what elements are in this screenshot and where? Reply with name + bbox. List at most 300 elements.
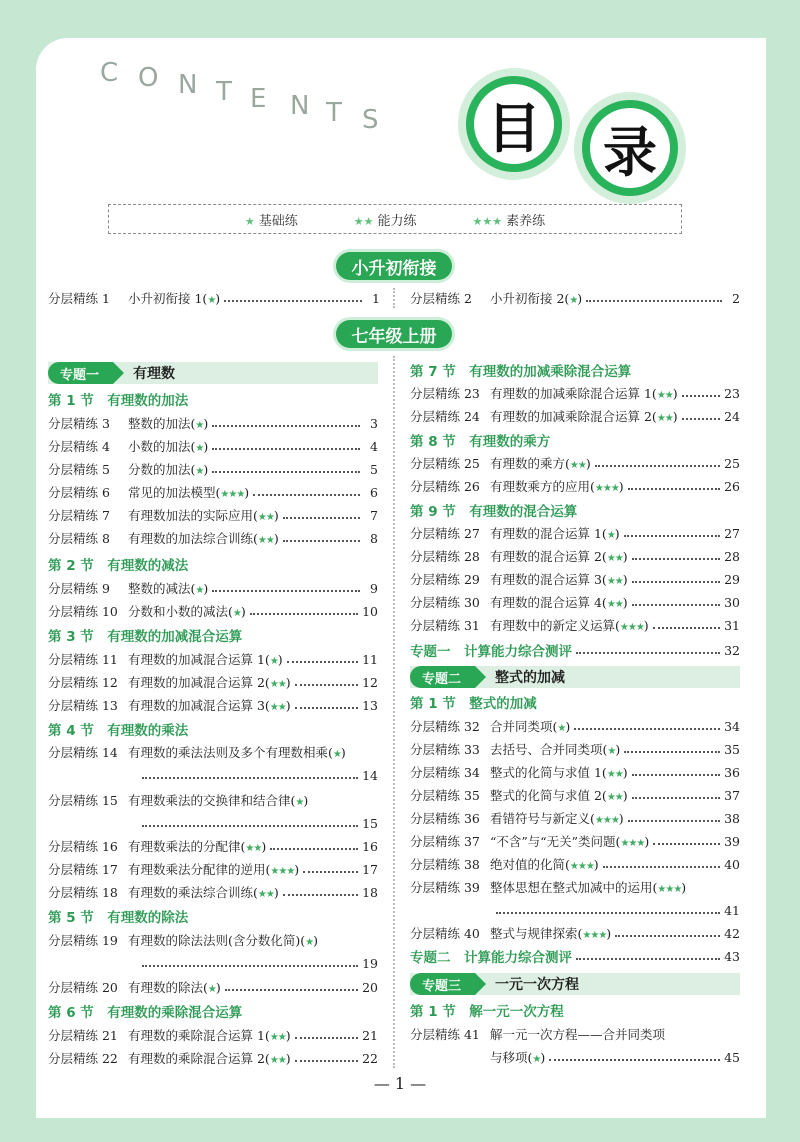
entry-number: 分层精练 18 (48, 885, 118, 900)
entry-title: 分数和小数的减法( (128, 604, 233, 619)
toc-entry-cont[interactable] (128, 813, 378, 833)
entry-page: 35 (724, 741, 740, 757)
entry-number: 分层精练 32 (410, 719, 480, 734)
entry-page: 37 (724, 787, 740, 803)
toc-entry[interactable] (48, 859, 378, 879)
entry-paren: ) (273, 885, 279, 900)
dot-leader (632, 604, 720, 606)
legend-label: 能力练 (377, 213, 417, 229)
entry-title: 有理数乘法分配律的逆用( (128, 862, 271, 877)
star-icon: ★★ (606, 576, 623, 587)
page-number: — 1 — (373, 1074, 427, 1093)
section-heading: 第 9 节 有理数的混合运算 (410, 504, 578, 520)
entry-page: 1 (372, 290, 380, 306)
entry-page: 6 (370, 484, 378, 500)
entry-title: 有理数的加减混合运算 1( (128, 652, 270, 667)
entry-paren: ) (273, 531, 279, 546)
contents-letter: C (100, 58, 119, 88)
toc-entry[interactable] (410, 831, 740, 851)
assessment-entry[interactable] (410, 946, 740, 966)
entry-number: 分层精练 37 (410, 834, 480, 849)
entry-page: 45 (724, 1049, 740, 1065)
star-icon: ★★★ (594, 815, 619, 826)
entry-title: 有理数的加法综合训练( (128, 531, 258, 546)
toc-entry[interactable] (410, 615, 740, 635)
contents-letter: N (290, 91, 310, 121)
section-heading: 第 5 节 有理数的除法 (48, 910, 189, 926)
star-icon: ★ (195, 466, 204, 477)
toc-entry[interactable] (48, 482, 378, 502)
dot-leader (574, 728, 720, 730)
star-icon: ★★★ (569, 861, 594, 872)
entry-title: 有理数的除法法则(含分数化简)( (128, 933, 306, 948)
dot-leader (142, 965, 358, 967)
entry-title: 有理数乘法的交换律和结合律( (128, 793, 296, 808)
contents-word (100, 58, 400, 138)
section-heading: 第 6 节 有理数的乘除混合运算 (48, 1005, 243, 1021)
entry-paren: ) (577, 291, 583, 306)
entry-page: 17 (362, 861, 378, 877)
entry-paren: ) (285, 1051, 291, 1066)
topic-name: 整式的加减 (495, 670, 566, 686)
toc-entry[interactable] (48, 649, 378, 669)
entry-page: 20 (362, 979, 378, 995)
entry-paren: ) (285, 1028, 291, 1043)
entry-title: 有理数的乘除混合运算 2( (128, 1051, 270, 1066)
toc-entry[interactable] (48, 578, 378, 598)
entry-title: 整数的加法( (128, 416, 196, 431)
dot-leader (212, 590, 360, 592)
entry-title: 整数的减法( (128, 581, 196, 596)
title-char: 录 (590, 108, 670, 188)
entry-title: 看错符号与新定义( (490, 811, 595, 826)
dot-leader (287, 661, 358, 663)
dot-leader (212, 425, 360, 427)
entry-number: 分层精练 10 (48, 604, 118, 619)
star-icon: ★★ (606, 599, 623, 610)
entry-paren: ) (618, 811, 624, 826)
contents-letter: S (362, 105, 379, 135)
entry-title: 小升初衔接 1( (128, 291, 208, 306)
topic-name: 有理数 (133, 366, 176, 382)
entry-page: 25 (724, 455, 740, 471)
entry-title: 有理数的乘方( (490, 456, 570, 471)
star-icon: ★★ (257, 512, 274, 523)
entry-page: 19 (362, 955, 378, 971)
entry-page: 2 (732, 290, 740, 306)
entry-paren: ) (215, 980, 221, 995)
toc-entry[interactable] (410, 854, 740, 874)
contents-letter: E (250, 84, 267, 114)
entry-paren: ) (273, 508, 279, 523)
entry-page: 16 (362, 838, 378, 854)
toc-entry[interactable] (48, 930, 378, 950)
toc-entry[interactable] (48, 672, 378, 692)
column-divider (393, 288, 395, 308)
dot-leader (576, 958, 720, 960)
entry-title: 有理数的混合运算 2( (490, 549, 607, 564)
toc-entry[interactable] (48, 436, 378, 456)
entry-paren: ) (203, 462, 209, 477)
dot-leader (628, 820, 720, 822)
toc-entry[interactable] (410, 406, 740, 426)
star-icon: ★ (606, 530, 615, 541)
entry-number: 分层精练 23 (410, 386, 480, 401)
difficulty-legend (108, 204, 682, 234)
entry-title: 有理数的混合运算 3( (490, 572, 607, 587)
entry-page: 15 (362, 815, 378, 831)
star-icon: ★ (269, 656, 278, 667)
section-heading: 第 7 节 有理数的加减乘除混合运算 (410, 364, 632, 380)
dot-leader (632, 581, 720, 583)
entry-paren: ) (593, 857, 599, 872)
entry-number: 分层精练 7 (48, 508, 110, 523)
entry-page: 40 (724, 856, 740, 872)
dot-leader (295, 1060, 358, 1062)
toc-entry[interactable] (48, 1025, 378, 1045)
entry-page: 12 (362, 674, 378, 690)
entry-page: 18 (362, 884, 378, 900)
dot-leader (283, 540, 360, 542)
entry-paren: ) (285, 698, 291, 713)
toc-entry[interactable] (48, 528, 378, 548)
entry-paren: ) (285, 675, 291, 690)
section-pill-grade: 七年级上册 (336, 320, 452, 348)
toc-entry[interactable] (410, 739, 740, 759)
entry-title: 有理数的混合运算 4( (490, 595, 607, 610)
entry-page: 34 (724, 718, 740, 734)
entry-title: 有理数的加减混合运算 3( (128, 698, 270, 713)
toc-entry[interactable] (410, 523, 740, 543)
star-icon: ★ (305, 937, 314, 948)
toc-entry[interactable] (48, 1048, 378, 1068)
star-icon: ★ (557, 723, 566, 734)
entry-number: 分层精练 31 (410, 618, 480, 633)
star-icon: ★ (207, 295, 216, 306)
entry-page: 26 (724, 478, 740, 494)
toc-entry[interactable] (410, 877, 740, 897)
entry-title: 整式与规律探索( (490, 926, 583, 941)
dot-leader (142, 825, 358, 827)
entry-title: 有理数的乘法综合训练( (128, 885, 258, 900)
entry-number: 分层精练 11 (48, 652, 118, 667)
entry-page: 28 (724, 548, 740, 564)
star-icon: ★★★ (594, 483, 619, 494)
entry-page: 30 (724, 594, 740, 610)
toc-entry[interactable] (48, 695, 378, 715)
entry-title: 有理数的加减乘除混合运算 2( (490, 409, 657, 424)
entry-number: 分层精练 4 (48, 439, 110, 454)
dot-leader (632, 558, 720, 560)
title-circle-mu (466, 76, 562, 172)
dot-leader (632, 774, 720, 776)
entry-page: 38 (724, 810, 740, 826)
entry-paren: ) (585, 456, 591, 471)
entry-page: 36 (724, 764, 740, 780)
entry-number: 分层精练 24 (410, 409, 480, 424)
legend-label: 基础练 (258, 213, 298, 229)
dot-leader (303, 871, 358, 873)
entry-title: 有理数的乘除混合运算 1( (128, 1028, 270, 1043)
star-icon: ★★ (656, 413, 673, 424)
toc-entry[interactable] (48, 977, 378, 997)
dot-leader (283, 517, 360, 519)
toc-entry[interactable] (410, 453, 740, 473)
dot-leader (295, 684, 358, 686)
entry-paren: ) (244, 485, 250, 500)
entry-number: 分层精练 35 (410, 788, 480, 803)
entry-paren: ) (622, 788, 628, 803)
entry-title: 有理数乘方的应用( (490, 479, 595, 494)
toc-entry[interactable] (410, 762, 740, 782)
entry-paren: ) (294, 862, 300, 877)
entry-number: 分层精练 13 (48, 698, 118, 713)
entry-paren: ) (277, 652, 283, 667)
entry-paren: ) (615, 742, 621, 757)
toc-entry[interactable] (48, 882, 378, 902)
toc-entry-cont[interactable] (490, 1047, 740, 1067)
star-icon: ★★★ (270, 866, 295, 877)
entry-title: 去括号、合并同类项( (490, 742, 608, 757)
entry-number: 分层精练 26 (410, 479, 480, 494)
dot-leader (224, 300, 362, 302)
dot-leader (595, 465, 720, 467)
entry-title: 与移项( (490, 1050, 533, 1065)
dot-leader (212, 471, 360, 473)
dot-leader (682, 395, 720, 397)
title-char: 目 (474, 84, 554, 164)
entry-number: 分层精练 22 (48, 1051, 118, 1066)
dot-leader (624, 751, 720, 753)
star-icon: ★ (295, 797, 304, 808)
toc-entry[interactable] (410, 785, 740, 805)
entry-number: 分层精练 29 (410, 572, 480, 587)
entry-title: 有理数中的新定义运算( (490, 618, 620, 633)
entry-page: 39 (724, 833, 740, 849)
dot-leader (225, 989, 358, 991)
dot-leader (142, 777, 358, 779)
entry-page: 7 (370, 507, 378, 523)
entry-number: 分层精练 12 (48, 675, 118, 690)
star-icon: ★★ (269, 1055, 286, 1066)
toc-entry[interactable] (410, 923, 740, 943)
toc-entry[interactable] (48, 459, 378, 479)
entry-paren: ) (614, 526, 620, 541)
entry-title: 合并同类项( (490, 719, 558, 734)
legend-literacy (473, 210, 546, 229)
entry-paren: ) (313, 933, 318, 948)
toc-entry[interactable] (48, 790, 378, 810)
entry-title: 有理数的加减乘除混合运算 1( (490, 386, 657, 401)
dot-leader (270, 848, 358, 850)
entry-number: 分层精练 39 (410, 880, 480, 895)
entry-paren: ) (672, 386, 678, 401)
toc-entry[interactable] (410, 476, 740, 496)
entry-title: 有理数的混合运算 1( (490, 526, 607, 541)
dot-leader (549, 1059, 720, 1061)
section-heading: 第 8 节 有理数的乘方 (410, 434, 551, 450)
dot-leader (603, 866, 720, 868)
contents-letter: T (326, 98, 342, 128)
entry-page: 3 (370, 415, 378, 431)
dot-leader (632, 797, 720, 799)
entry-page: 9 (370, 580, 378, 596)
entry-paren: ) (540, 1050, 546, 1065)
entry-number: 分层精练 1 (48, 291, 110, 306)
toc-entry-cont[interactable] (128, 953, 378, 973)
dot-leader (576, 652, 720, 654)
entry-page: 21 (362, 1027, 378, 1043)
entry-number: 分层精练 20 (48, 980, 118, 995)
entry-number: 分层精练 25 (410, 456, 480, 471)
column-divider (393, 356, 395, 1068)
toc-entry[interactable] (410, 383, 740, 403)
dot-leader (295, 1037, 358, 1039)
star-icon: ★★★ (657, 884, 682, 895)
title-circle-lu (582, 100, 678, 196)
section-heading: 第 1 节 有理数的加法 (48, 393, 189, 409)
topic-tag: 专题二 (410, 666, 475, 688)
assessment-title: 专题二 计算能力综合测评 (410, 950, 572, 966)
star-icon: ★ (232, 608, 241, 619)
entry-paren: ) (681, 880, 687, 895)
toc-entry[interactable] (410, 592, 740, 612)
star-icon: ★ (332, 749, 341, 760)
topic-tag: 专题三 (410, 973, 475, 995)
toc-entry[interactable] (410, 288, 740, 308)
toc-entry[interactable] (48, 288, 380, 308)
legend-basic (245, 210, 298, 229)
toc-entry-cont[interactable] (128, 765, 378, 785)
toc-entry[interactable] (410, 1024, 740, 1044)
star-icon: ★★★ (472, 214, 503, 228)
star-icon: ★★★ (582, 930, 607, 941)
dot-leader (653, 843, 720, 845)
entry-title: 有理数的除法( (128, 980, 208, 995)
topic-tag: 专题一 (48, 362, 113, 384)
toc-entry[interactable] (410, 808, 740, 828)
entry-page: 23 (724, 385, 740, 401)
entry-paren: ) (203, 581, 209, 596)
dot-leader (253, 494, 360, 496)
entry-page: 14 (362, 767, 378, 783)
entry-number: 分层精练 34 (410, 765, 480, 780)
entry-number: 分层精练 5 (48, 462, 110, 477)
toc-entry[interactable] (410, 716, 740, 736)
assessment-entry[interactable] (410, 640, 740, 660)
entry-paren: ) (622, 572, 628, 587)
entry-title: 有理数乘法的分配律( (128, 839, 246, 854)
dot-leader (212, 448, 360, 450)
topic-header (48, 362, 378, 384)
entry-title: 常见的加法模型( (128, 485, 221, 500)
section-heading: 第 1 节 整式的加减 (410, 696, 537, 712)
contents-letter: N (178, 70, 198, 100)
contents-letter: T (216, 77, 232, 107)
entry-number: 分层精练 36 (410, 811, 480, 826)
entry-number: 分层精练 28 (410, 549, 480, 564)
toc-entry-cont[interactable] (490, 900, 740, 920)
dot-leader (586, 300, 722, 302)
toc-entry[interactable] (410, 569, 740, 589)
section-heading: 第 2 节 有理数的减法 (48, 558, 189, 574)
entry-page: 27 (724, 525, 740, 541)
entry-paren: ) (672, 409, 678, 424)
entry-paren: ) (622, 549, 628, 564)
entry-page: 4 (370, 438, 378, 454)
contents-letter: O (138, 63, 159, 93)
star-icon: ★ (569, 295, 578, 306)
section-pill-bridge: 小升初衔接 (336, 252, 452, 280)
star-icon: ★★★ (620, 838, 645, 849)
entry-title: 分数的加法( (128, 462, 196, 477)
topic-header (410, 973, 740, 995)
entry-number: 分层精练 2 (410, 291, 472, 306)
star-icon: ★★★ (619, 622, 644, 633)
entry-number: 分层精练 14 (48, 745, 118, 760)
toc-entry[interactable] (48, 836, 378, 856)
toc-entry[interactable] (48, 505, 378, 525)
dot-leader (496, 912, 720, 914)
entry-title: 整式的化简与求值 1( (490, 765, 607, 780)
entry-page: 11 (362, 651, 378, 667)
star-icon: ★ (532, 1054, 541, 1065)
dot-leader (624, 535, 720, 537)
entry-title: 整式的化简与求值 2( (490, 788, 607, 803)
entry-paren: ) (203, 439, 209, 454)
entry-title: 有理数加法的实际应用( (128, 508, 258, 523)
star-icon: ★★★ (220, 489, 245, 500)
entry-page: 8 (370, 530, 378, 546)
entry-paren: ) (644, 834, 650, 849)
topic-header (410, 666, 740, 688)
legend-ability (354, 210, 417, 229)
toc-entry[interactable] (48, 742, 378, 762)
entry-number: 分层精练 17 (48, 862, 118, 877)
toc-entry[interactable] (48, 601, 378, 621)
star-icon: ★★ (569, 460, 586, 471)
star-icon: ★ (207, 984, 216, 995)
toc-entry[interactable] (48, 413, 378, 433)
entry-number: 分层精练 16 (48, 839, 118, 854)
entry-page: 43 (724, 948, 740, 964)
entry-number: 分层精练 9 (48, 581, 110, 596)
dot-leader (295, 707, 358, 709)
dot-leader (250, 613, 358, 615)
dot-leader (653, 627, 720, 629)
entry-page: 13 (362, 697, 378, 713)
entry-number: 分层精练 6 (48, 485, 110, 500)
star-icon: ★ (195, 585, 204, 596)
entry-title: “不含”与“无关”类问题( (490, 834, 621, 849)
toc-entry[interactable] (410, 546, 740, 566)
entry-paren: ) (261, 839, 267, 854)
section-heading: 第 3 节 有理数的加减混合运算 (48, 629, 243, 645)
entry-paren: ) (618, 479, 624, 494)
entry-page: 24 (724, 408, 740, 424)
star-icon: ★ (607, 746, 616, 757)
entry-paren: ) (303, 793, 309, 808)
entry-paren: ) (622, 595, 628, 610)
dot-leader (628, 488, 720, 490)
entry-title: 绝对值的化简( (490, 857, 570, 872)
dot-leader (283, 894, 358, 896)
entry-title: 有理数的乘法法则及多个有理数相乘( (128, 745, 333, 760)
entry-page: 32 (724, 642, 740, 658)
entry-title: 有理数的加减混合运算 2( (128, 675, 270, 690)
entry-paren: ) (643, 618, 649, 633)
section-heading: 第 4 节 有理数的乘法 (48, 723, 189, 739)
